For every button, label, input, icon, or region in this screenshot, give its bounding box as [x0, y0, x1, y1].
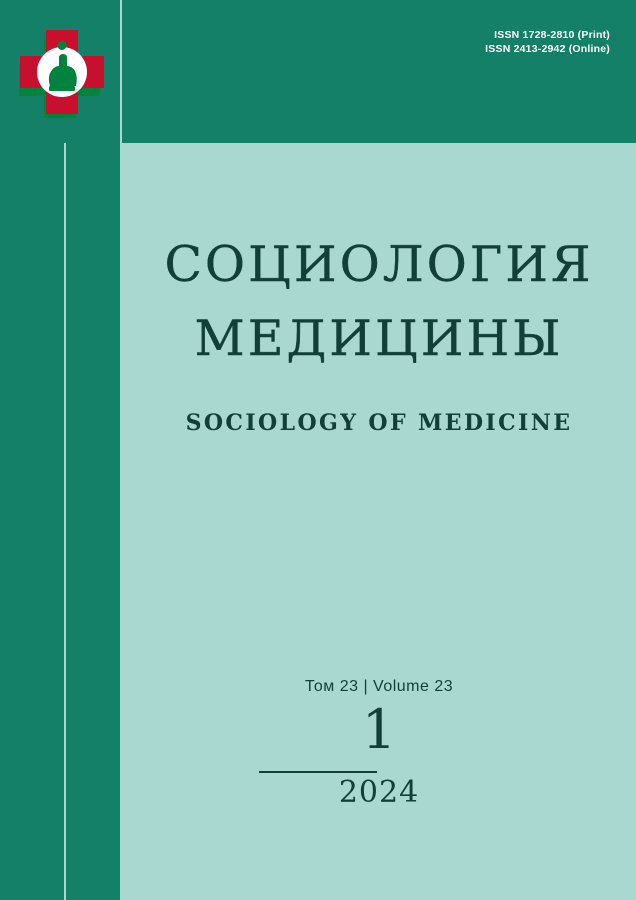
left-band-outer: [0, 143, 64, 900]
volume-label: Том 23 | Volume 23: [304, 678, 454, 695]
vertical-divider-inner: [120, 0, 122, 143]
issn-print: ISSN 1728-2810 (Print): [494, 29, 610, 41]
issn-online: ISSN 2413-2942 (Online): [485, 43, 610, 55]
journal-title-ru: [122, 228, 636, 376]
journal-title-ru-line2: МЕДИЦИНЫ: [194, 310, 564, 367]
journal-title-en: SOCIOLOGY OF MEDICINE: [185, 410, 573, 436]
year-divider: [259, 771, 377, 773]
journal-title-ru-line1: СОЦИОЛОГИЯ: [164, 236, 594, 293]
medical-cross-logo: [16, 26, 108, 118]
issn-block: [485, 28, 610, 56]
publication-year: 2024: [338, 775, 420, 810]
issue-number: 1: [361, 698, 397, 761]
left-band-inner: [66, 143, 120, 900]
